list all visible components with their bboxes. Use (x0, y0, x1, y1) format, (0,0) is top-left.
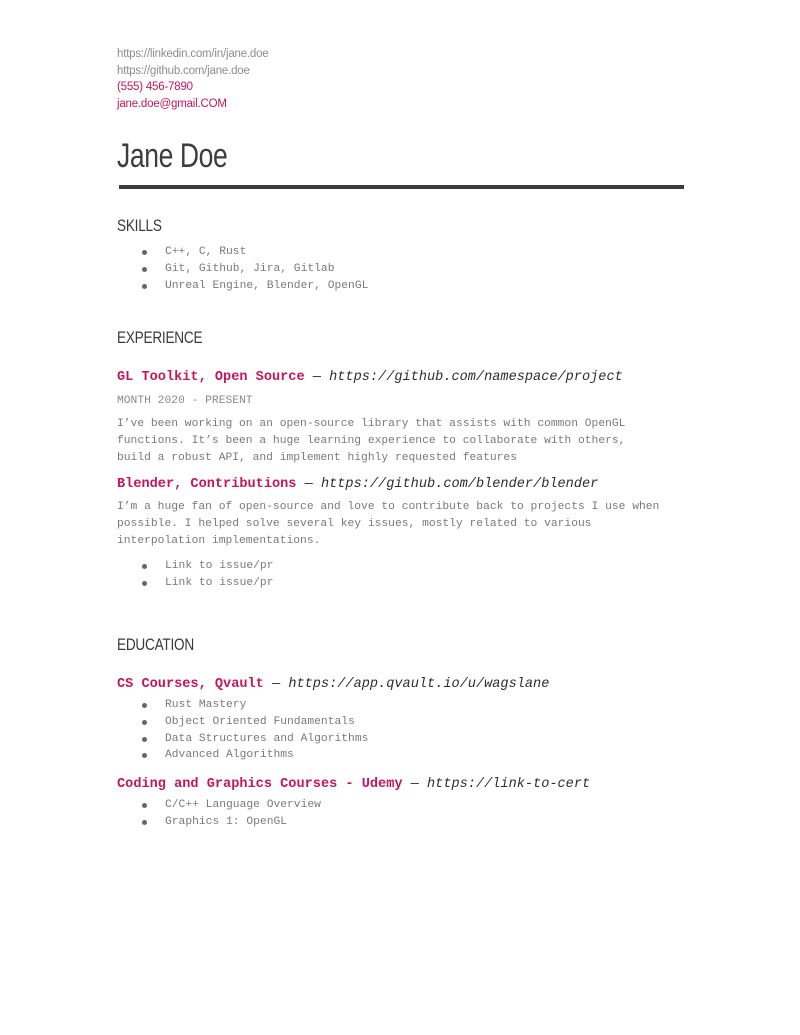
course-item: Data Structures and Algorithms (117, 731, 590, 748)
entry-org: Coding and Graphics Courses - Udemy (117, 777, 403, 793)
experience-entry-gl-toolkit (117, 369, 659, 466)
entry-url-link[interactable]: https://app.qvault.io/u/wagslane (288, 677, 550, 692)
entry-description (117, 499, 659, 549)
entry-title (117, 369, 659, 387)
linkedin-link[interactable]: https://linkedin.com/in/jane.doe (117, 48, 269, 60)
phone-number[interactable]: (555) 456-7890 (117, 81, 193, 94)
description-line: build a robust API, and implement highly requested features (117, 451, 517, 464)
entry-title (117, 476, 659, 494)
entry-dash: — (296, 477, 321, 493)
course-list (117, 697, 590, 764)
course-item: C/C++ Language Overview (117, 797, 590, 814)
entry-url-link[interactable]: https://link-to-cert (427, 777, 591, 793)
github-link[interactable]: https://github.com/jane.doe (117, 64, 250, 77)
course-item: Graphics 1: OpenGL (117, 814, 590, 831)
issue-link[interactable]: Link to issue/pr (117, 575, 659, 592)
entry-org: Blender, Contributions (117, 477, 297, 493)
entry-org: CS Courses, Qvault (117, 677, 264, 692)
education-heading: EDUCATION (117, 635, 194, 654)
entry-date: MONTH 2020 - PRESENT (117, 395, 253, 407)
entry-description (117, 416, 659, 466)
contact-block (117, 46, 687, 113)
issue-link[interactable]: Link to issue/pr (117, 558, 659, 575)
course-list (117, 797, 590, 831)
entry-dash: — (402, 777, 427, 793)
education-entry-udemy (117, 776, 590, 831)
description-line: interpolation implementations. (117, 534, 321, 547)
experience-entry-blender (117, 476, 659, 591)
education-entry-qvault (117, 676, 590, 764)
skills-heading: SKILLS (117, 216, 162, 235)
description-line: I’ve been working on an open-source library that assists with common OpenGL (117, 418, 626, 430)
entry-dash: — (263, 677, 289, 692)
experience-heading: EXPERIENCE (117, 328, 203, 347)
skill-item: Git, Github, Jira, Gitlab (117, 261, 368, 278)
education-section (117, 635, 590, 831)
description-line: functions. It’s been a huge learning experience to collaborate with others, (117, 434, 626, 447)
course-item: Object Oriented Fundamentals (117, 714, 590, 731)
skill-item: Unreal Engine, Blender, OpenGL (117, 278, 368, 295)
entry-title (117, 776, 590, 794)
skill-item: C++, C, Rust (117, 244, 368, 261)
skills-list (117, 244, 368, 294)
experience-section (117, 328, 659, 591)
entry-title (117, 676, 590, 694)
course-item: Advanced Algorithms (117, 747, 590, 764)
description-line: I’m a huge fan of open-source and love to contribute back to projects I use when (117, 501, 660, 514)
contribution-links (117, 558, 659, 592)
entry-dash: — (304, 370, 330, 385)
candidate-name: Jane Doe (117, 136, 228, 175)
skills-section (117, 216, 368, 294)
course-item: Rust Mastery (117, 697, 590, 714)
header-divider (119, 185, 684, 189)
entry-url-link[interactable]: https://github.com/blender/blender (320, 477, 599, 493)
description-line: possible. I helped solve several key issues, mostly related to various (117, 518, 592, 531)
entry-url-link[interactable]: https://github.com/namespace/project (329, 370, 623, 385)
resume-page (117, 46, 687, 828)
email-link[interactable]: jane.doe@gmail.COM (117, 98, 227, 111)
entry-org: GL Toolkit, Open Source (117, 370, 305, 385)
